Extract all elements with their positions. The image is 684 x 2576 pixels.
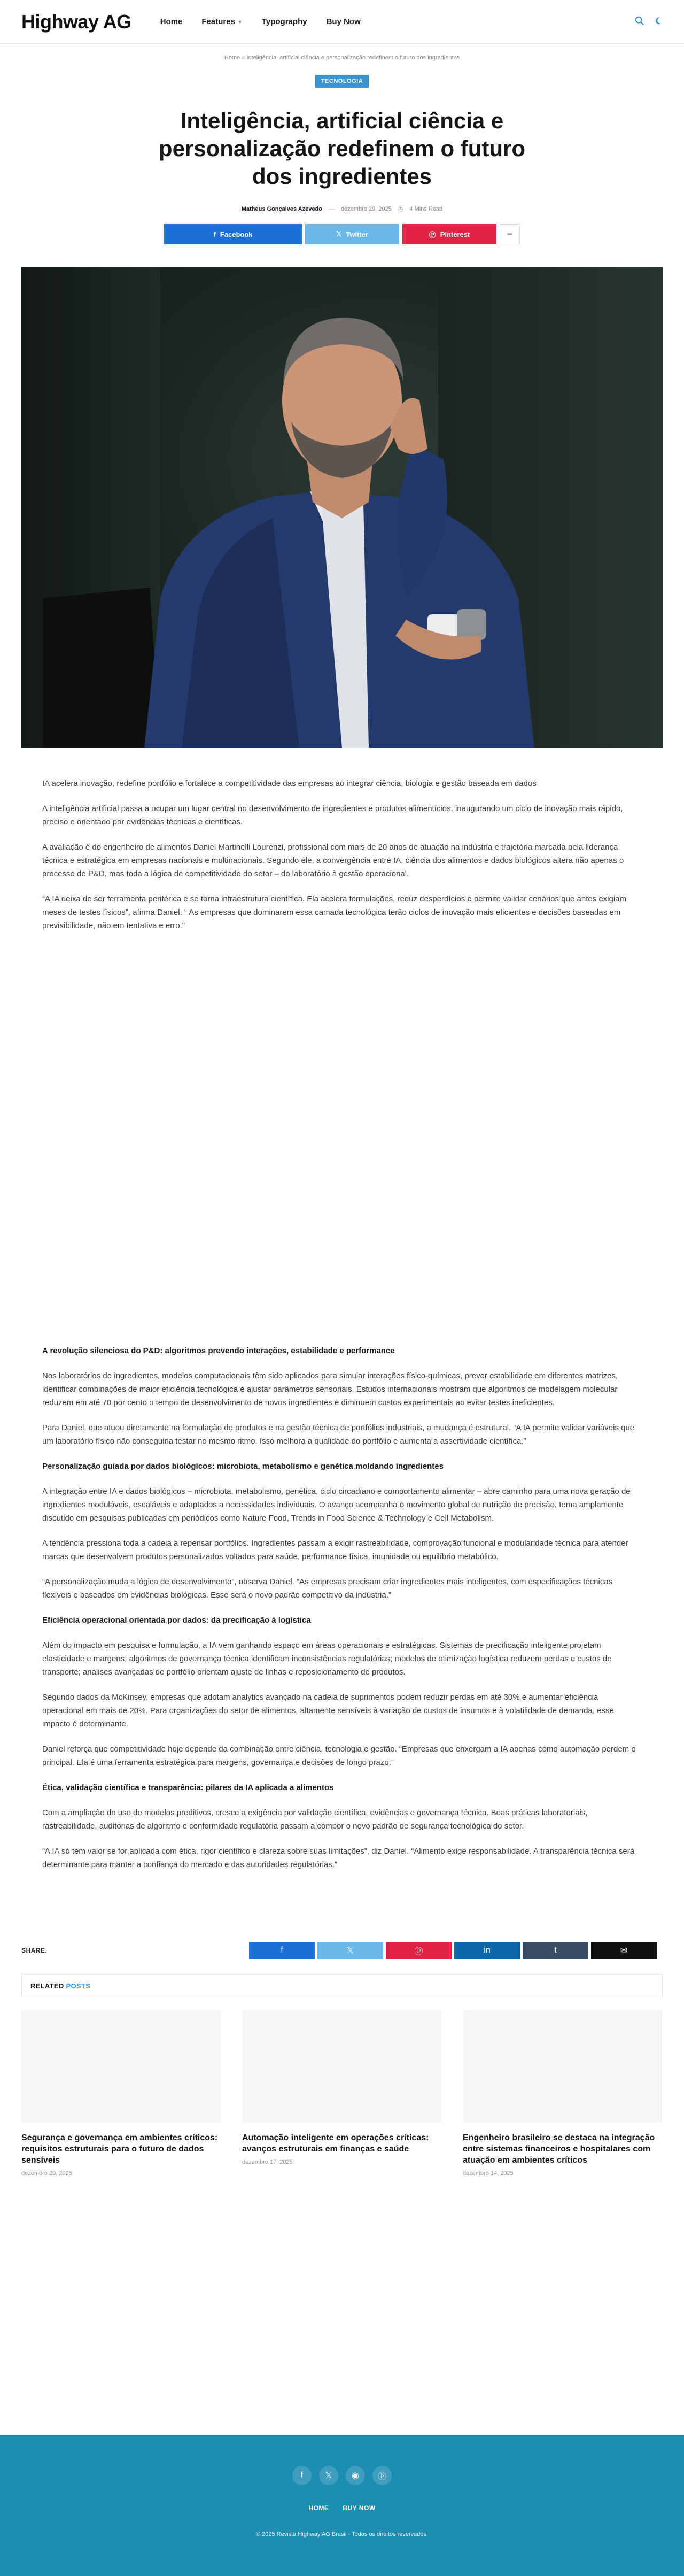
section-heading: Personalização guiada por dados biológicos: microbiota, metabolismo e genética moldando ingredientes	[42, 1462, 444, 1471]
tumblr-icon: t	[554, 1946, 557, 1955]
header-tools	[635, 16, 663, 26]
pinterest-icon: Ⓟ	[414, 1947, 423, 1956]
clock-icon: ◷	[398, 206, 403, 212]
share-twitter-button[interactable]	[305, 224, 399, 244]
share-email-button[interactable]	[591, 1942, 657, 1959]
footer-nav-home[interactable]: HOME	[308, 2504, 329, 2512]
nav-item-home[interactable]: Home	[160, 17, 183, 26]
pinterest-icon[interactable]: Ⓟ	[372, 2466, 392, 2485]
related-heading-a: RELATED	[30, 1981, 64, 1990]
article-paragraph: Além do impacto em pesquisa e formulação, a IA vem ganhando espaço em áreas operacionais e estratégicas. Sistemas de precificação inteligente projetam elasticidade e margens; algoritmos de governança técnica identificam inconsistências regulatórias; modelos de otimização logística reduzem perdas e custos de transporte; análises avançadas de portfólio orientam ajuste de linhas e reposicionamento de produtos.	[42, 1641, 612, 1677]
linkedin-icon: in	[484, 1946, 491, 1955]
share-facebook-label: Facebook	[220, 230, 253, 238]
ad-space	[42, 944, 642, 1344]
article-paragraph: Nos laboratórios de ingredientes, modelos computacionais têm sido aplicados para simular interações físico-químicas, prever estabilidade em diferentes matrizes, identificar combinações de maior eficiência tecnológica e ajustar parâmetros sensoriais. Estudos internacionais mostram que algoritmos de modelagem molecular reduzem em até 70 por cento o tempo de desenvolvimento de novos ingredientes e diminuem custos experimentais ao evitar testes ineficientes.	[42, 1371, 618, 1407]
article-body	[42, 777, 642, 1871]
share-bottom	[21, 1942, 663, 1959]
breadcrumb[interactable]: Home » Inteligência, artificial ciência e personalização redefinem o futuro dos ingredientes	[224, 55, 460, 61]
copyright: © 2025 Revista Highway AG Brasil - Todos os direitos reservados.	[255, 2531, 429, 2538]
read-time: 4 Mins Read	[409, 205, 443, 212]
hero-image	[21, 267, 663, 748]
main-nav	[160, 17, 361, 26]
portrait-illustration	[21, 267, 663, 748]
x-twitter-icon[interactable]: 𝕏	[319, 2466, 338, 2485]
nav-item-buy-now[interactable]: Buy Now	[326, 17, 361, 26]
chevron-down-icon: ▼	[237, 19, 243, 25]
article-lead: IA acelera inovação, redefine portfólio e fortalece a competitividade das empresas ao integrar ciência, biologia e gestão baseada em dados	[42, 779, 537, 788]
page-title: Inteligência, artificial ciência e personalização redefinem o futuro dos ingredientes	[158, 108, 526, 189]
related-thumbnail[interactable]	[21, 2010, 221, 2123]
article-quote: “A IA deixa de ser ferramenta periférica e se torna infraestrutura científica. Ela acelera formulações, reduz desperdícios e permite validar cenários que antes exigiam meses de testes físicos”, afirma Daniel. “ As empresas que dominarem essa camada tecnológica terão ciclos de inovação mais eficientes e decisões baseadas em previsibilidade, não em tentativa e erro.”	[42, 894, 627, 930]
facebook-icon: f	[281, 1946, 283, 1955]
related-card[interactable]	[242, 2010, 441, 2177]
site-footer	[0, 2435, 684, 2576]
related-date: dezembro 17, 2025	[242, 2159, 293, 2165]
article-quote: “A personalização muda a lógica de desenvolvimento”, observa Daniel. “As empresas precisam criar ingredientes mais inteligentes, com especificações técnicas flexíveis e baseados em evidências biológicas. Esse será o novo padrão competitivo da indústria.”	[42, 1577, 613, 1600]
share-tumblr-button[interactable]	[523, 1942, 588, 1959]
related-title[interactable]: Segurança e governança em ambientes críticos: requisitos estruturais para o futuro de dados sensíveis	[21, 2133, 218, 2165]
instagram-icon[interactable]: ◉	[346, 2466, 365, 2485]
related-cards	[21, 2010, 663, 2177]
related-heading	[21, 1974, 663, 1997]
article-paragraph: Com a ampliação do uso de modelos preditivos, cresce a exigência por validação científica, evidências e governança técnica. Boas práticas laboratoriais, rastreabilidade, auditorias de algoritmo e conformidade regulatória passam a compor o novo padrão de segurança tecnológica do setor.	[42, 1808, 588, 1831]
post-date: dezembro 29, 2025	[341, 205, 392, 212]
share-pinterest-label: Pinterest	[440, 230, 470, 238]
article-paragraph: A inteligência artificial passa a ocupar um lugar central no desenvolvimento de ingredientes e produtos alimentícios, inaugurando um ciclo de inovação mais rápido, preciso e orientado por evidências técnicas e científicas.	[42, 804, 623, 827]
share-twitter-button[interactable]	[317, 1942, 383, 1959]
share-label: SHARE.	[21, 1947, 48, 1954]
related-card[interactable]	[21, 2010, 221, 2177]
article-paragraph: A avaliação é do engenheiro de alimentos Daniel Martinelli Lourenzi, profissional com mais de 20 anos de atuação na indústria e trajetória marcada pela liderança técnica e estratégica em empresas nacionais e multinacionais. Segundo ele, a convergência entre IA, ciência dos alimentos e dados biológicos altera não apenas o processo de P&D, mas toda a lógica de competitividade do setor – do laboratório à gestão operacional.	[42, 843, 624, 878]
related-date: dezembro 29, 2025	[21, 2170, 72, 2177]
search-icon[interactable]	[635, 16, 644, 26]
site-logo[interactable]: Highway AG	[21, 10, 131, 33]
post-meta	[0, 205, 684, 212]
related-card[interactable]	[463, 2010, 662, 2177]
article-paragraph: Para Daniel, que atuou diretamente na formulação de produtos e na gestão técnica de portfólios industriais, a mudança é estrutural. “A IA permite validar variáveis que um laboratório físico não conseguiria testar no mesmo ritmo. Isso melhora a qualidade do portfólio e aumenta a assertividade científica.”	[42, 1423, 635, 1446]
footer-social	[0, 2466, 684, 2485]
category-badge[interactable]: TECNOLOGIA	[315, 75, 369, 88]
section-heading: A revolução silenciosa do P&D: algoritmos prevendo interações, estabilidade e performance	[42, 1346, 395, 1355]
related-thumbnail[interactable]	[242, 2010, 441, 2123]
article-paragraph: Segundo dados da McKinsey, empresas que adotam analytics avançado na cadeia de suprimentos podem reduzir perdas em até 30% e aumentar eficiência operacional em mais de 20%. Para organizações do setor de alimentos, altamente sensíveis à variação de custos de insumos e à volatilidade de demanda, esse impacto é determinante.	[42, 1693, 614, 1729]
moon-icon[interactable]	[653, 16, 663, 26]
related-posts	[21, 1974, 663, 2177]
site-header	[0, 0, 684, 44]
author-name[interactable]: Matheus Gonçalves Azevedo	[241, 205, 323, 212]
footer-nav	[0, 2504, 684, 2512]
article-paragraph: A tendência pressiona toda a cadeia a repensar portfólios. Ingredientes passam a exigir rastreabilidade, comprovação funcional e modularidade técnica para atender marcas que desenvolvem produtos personalizados voltados para saúde, performance física, imunidade ou equilíbrio metabólico.	[42, 1539, 628, 1561]
meta-separator: —	[329, 205, 335, 212]
related-date: dezembro 14, 2025	[463, 2170, 514, 2177]
share-facebook-button[interactable]	[249, 1942, 315, 1959]
category-badge-wrap	[0, 75, 684, 88]
share-pinterest-button[interactable]	[402, 224, 496, 244]
nav-item-features[interactable]	[201, 17, 242, 26]
nav-item-features-label: Features	[201, 17, 235, 26]
x-twitter-icon: 𝕏	[347, 1946, 354, 1955]
facebook-icon[interactable]: f	[292, 2466, 312, 2485]
x-twitter-icon: 𝕏	[336, 230, 342, 238]
related-thumbnail[interactable]	[463, 2010, 662, 2123]
nav-item-typography[interactable]: Typography	[261, 17, 307, 26]
section-heading: Ética, validação científica e transparência: pilares da IA aplicada a alimentos	[42, 1783, 334, 1792]
section-heading: Eficiência operacional orientada por dados: da precificação à logística	[42, 1616, 311, 1625]
article-quote: “A IA só tem valor se for aplicada com ética, rigor científico e clareza sobre suas limitações”, diz Daniel. “Alimento exige responsabilidade. A transparência técnica será determinante para manter a confiança do mercado e das autoridades regulatórias.”	[42, 1847, 635, 1869]
related-heading-b: POSTS	[66, 1981, 91, 1990]
pinterest-icon: Ⓟ	[429, 230, 436, 239]
article-paragraph: A integração entre IA e dados biológicos – microbiota, metabolismo, genética, ciclo circadiano e comportamento alimentar – abre caminho para uma nova geração de ingredientes moduláveis, escaláveis e adaptados a necessidades individuais. O avanço acompanha o movimento global de nutrição de precisão, tema amplamente discutido em pesquisas publicadas em periódicos como Nature Food, Trends in Food Science & Technology e Cell Metabolism.	[42, 1487, 631, 1523]
footer-nav-buy-now[interactable]: BUY NOW	[343, 2504, 376, 2512]
related-title[interactable]: Automação inteligente em operações críticas: avanços estruturais em finanças e saúde	[242, 2133, 429, 2154]
share-top	[0, 224, 684, 244]
share-more-button[interactable]	[500, 224, 520, 244]
facebook-icon: f	[213, 230, 216, 238]
share-pinterest-button[interactable]	[386, 1942, 452, 1959]
share-icon: ➦	[507, 230, 513, 238]
article-quote: Daniel reforça que competitividade hoje depende da combinação entre ciência, tecnologia e gestão. “Empresas que enxergam a IA apenas como automação perdem o principal. Ela é uma ferramenta estratégica para margens, governança e decisões de longo prazo.”	[42, 1745, 636, 1767]
email-icon: ✉	[620, 1946, 628, 1955]
share-linkedin-button[interactable]	[454, 1942, 520, 1959]
share-twitter-label: Twitter	[346, 230, 369, 238]
share-facebook-button[interactable]	[164, 224, 302, 244]
related-title[interactable]: Engenheiro brasileiro se destaca na integração entre sistemas financeiros e hospitalares com atuação em ambientes críticos	[463, 2133, 655, 2165]
